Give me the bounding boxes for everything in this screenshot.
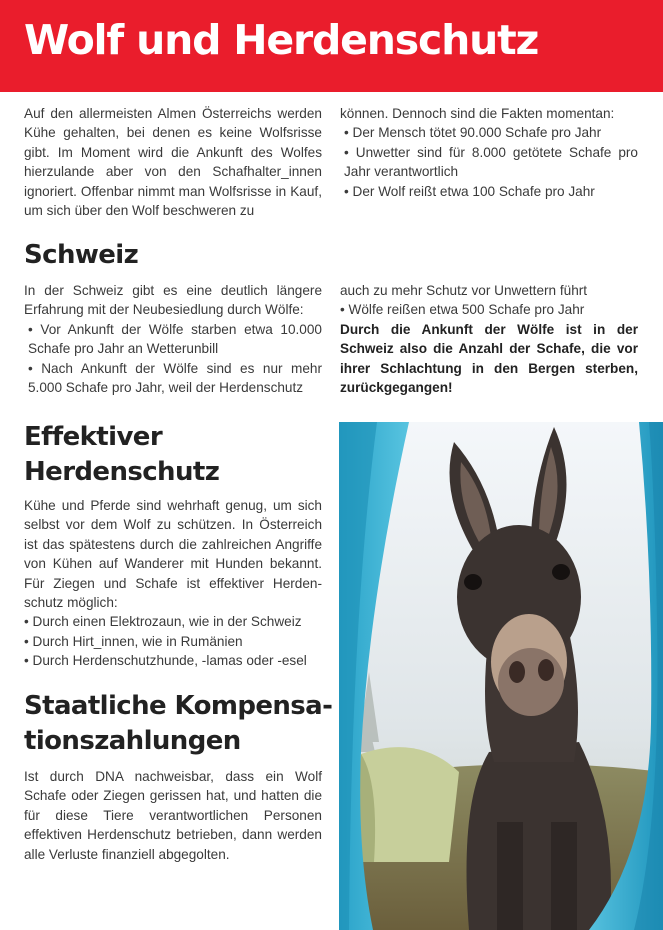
intro-left-column — [24, 104, 322, 220]
intro-left-text: Auf den allermeisten Almen Österreichs werden Kühe gehalten, bei denen es keine Wolfsrisse gibt. Im Moment wird die Ankunft des Wolfes hierzulande aber von den Schafhalter_innen ignoriert. Offenbar nimmt man Wolfsrisse in Kauf, um sich über den Wolf beschweren zu — [24, 106, 322, 219]
intro-right-column — [340, 104, 638, 201]
kompensation-heading — [24, 689, 332, 759]
kompensation-heading-line: Staatliche Kompensa- — [24, 691, 333, 721]
schweiz-conclusion: Durch die Ankunft der Wölfe ist in der Schweiz also die Anzahl der Schafe, die vor ihrer Schlachtung in den Bergen sterben, zurückgegangen! — [340, 321, 638, 396]
title-banner — [0, 0, 663, 92]
donkey-illustration — [339, 422, 663, 930]
effektiv-heading — [24, 420, 219, 490]
schweiz-right-column — [340, 281, 638, 397]
kompensation-column — [24, 767, 322, 864]
effektiv-column — [24, 496, 322, 671]
effektiv-heading-line: Effektiver — [24, 422, 163, 452]
page-title: Wolf und Herdenschutz — [24, 16, 539, 64]
kompensation-text: Ist durch DNA nachweisbar, dass ein Wolf Schafe oder Ziegen gerissen hat, und hatten die für diese Tiere verantwortlichen Personen effektiven Herdenschutz betrieben, dann werden alle Verluste finanziell abgegolten. — [24, 769, 322, 862]
schweiz-intro-text: In der Schweiz gibt es eine deutlich längere Erfahrung mit der Neubesiedlung durch Wölfe: — [24, 283, 322, 318]
effektiv-bullet: • Durch Hirt_innen, wie in Rumänien — [24, 633, 243, 649]
schweiz-bullet: • Wölfe reißen etwa 500 Schafe pro Jahr — [340, 302, 585, 318]
intro-bullet: • Der Mensch tötet 90.000 Schafe pro Jahr — [344, 125, 602, 141]
schweiz-bullet: • Vor Ankunft der Wölfe starben etwa 10.000 Schafe pro Jahr an Wetterunbill — [28, 321, 322, 357]
effektiv-heading-line: Herdenschutz — [24, 457, 220, 487]
intro-right-text: können. Dennoch sind die Fakten momentan: — [340, 106, 615, 121]
intro-bullet: • Der Wolf reißt etwa 100 Schafe pro Jahr — [344, 183, 595, 199]
schweiz-heading: Schweiz — [24, 240, 139, 270]
schweiz-left-column — [24, 281, 322, 397]
schweiz-continuation-text: auch zu mehr Schutz vor Unwettern führt — [340, 283, 588, 298]
effektiv-text: Kühe und Pferde sind wehrhaft genug, um sich selbst vor dem Wolf zu schützen. In Österreich ist das spätestens durch die zahlreichen Angriffe von Kühen auf Wanderer mit Hunden bekannt. Für Ziegen und Schafe ist effektiver Herdenschutz möglich: — [24, 498, 322, 611]
effektiv-bullet: • Durch einen Elektrozaun, wie in der Schweiz — [24, 614, 302, 630]
kompensation-heading-line: tionszahlungen — [24, 726, 241, 756]
schweiz-bullet: • Nach Ankunft der Wölfe sind es nur mehr 5.000 Schafe pro Jahr, weil der Herdenschutz — [28, 360, 322, 396]
intro-bullet: • Unwetter sind für 8.000 getötete Schafe pro Jahr verantwortlich — [344, 144, 638, 180]
effektiv-bullet: • Durch Herdenschutzhunde, -lamas oder -esel — [24, 653, 307, 669]
donkey-photo — [339, 422, 663, 930]
